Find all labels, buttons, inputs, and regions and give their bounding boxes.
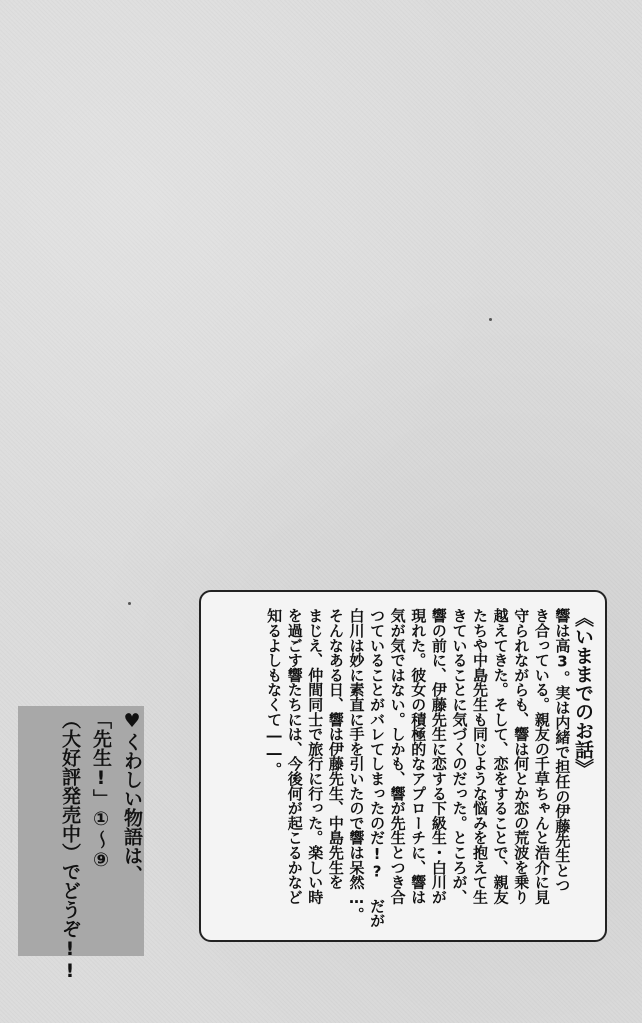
paper-speck (489, 318, 492, 321)
story-line: つていることがバレてしまったのだ!? だが (368, 608, 387, 928)
promo-line: ♥くわしい物語は、 (121, 710, 143, 884)
story-summary-box (199, 590, 607, 942)
story-summary-text (264, 608, 594, 926)
story-line: たちや中島先生も同じような悩みを抱えて生 (471, 608, 490, 905)
story-line: を過ごす響たちには、今後何が起こるかなど (285, 608, 304, 905)
story-line: きていることに気づくのだった。ところが、 (450, 608, 469, 905)
promo-line: 「先生!」①〜⑨ (90, 710, 112, 871)
promo-line: （大好評発売中）でどうぞ!! (59, 710, 81, 982)
story-summary-title: 《いままでのお話》 (572, 608, 594, 778)
story-line: 白川は妙に素直に手を引いたので響は呆然…。 (347, 608, 366, 922)
paper-speck (128, 602, 131, 605)
story-line: まじえ、仲間同士で旅行に行った。楽しい時 (306, 608, 325, 905)
story-line: き合っている。親友の千草ちゃんと浩介に見 (532, 608, 551, 905)
story-line: 現れた。彼女の積極的なアプローチに、響は (409, 608, 428, 905)
story-line: 響は高3。実は内緒で担任の伊藤先生とつ (553, 608, 572, 893)
story-line: 気が気ではない。しかも、響が先生とつき合 (388, 608, 407, 905)
story-line: 響の前に、伊藤先生に恋する下級生・白川が (429, 608, 448, 905)
promo-text (54, 710, 147, 982)
story-line: 守られながらも、響は何とか恋の荒波を乗り (512, 608, 531, 905)
story-line: そんなある日、響は伊藤先生、中島先生を (326, 608, 345, 890)
story-line: 越えてきた。そして、恋をすることで、親友 (491, 608, 510, 905)
story-line: 知るよしもなくて――。 (265, 608, 284, 777)
